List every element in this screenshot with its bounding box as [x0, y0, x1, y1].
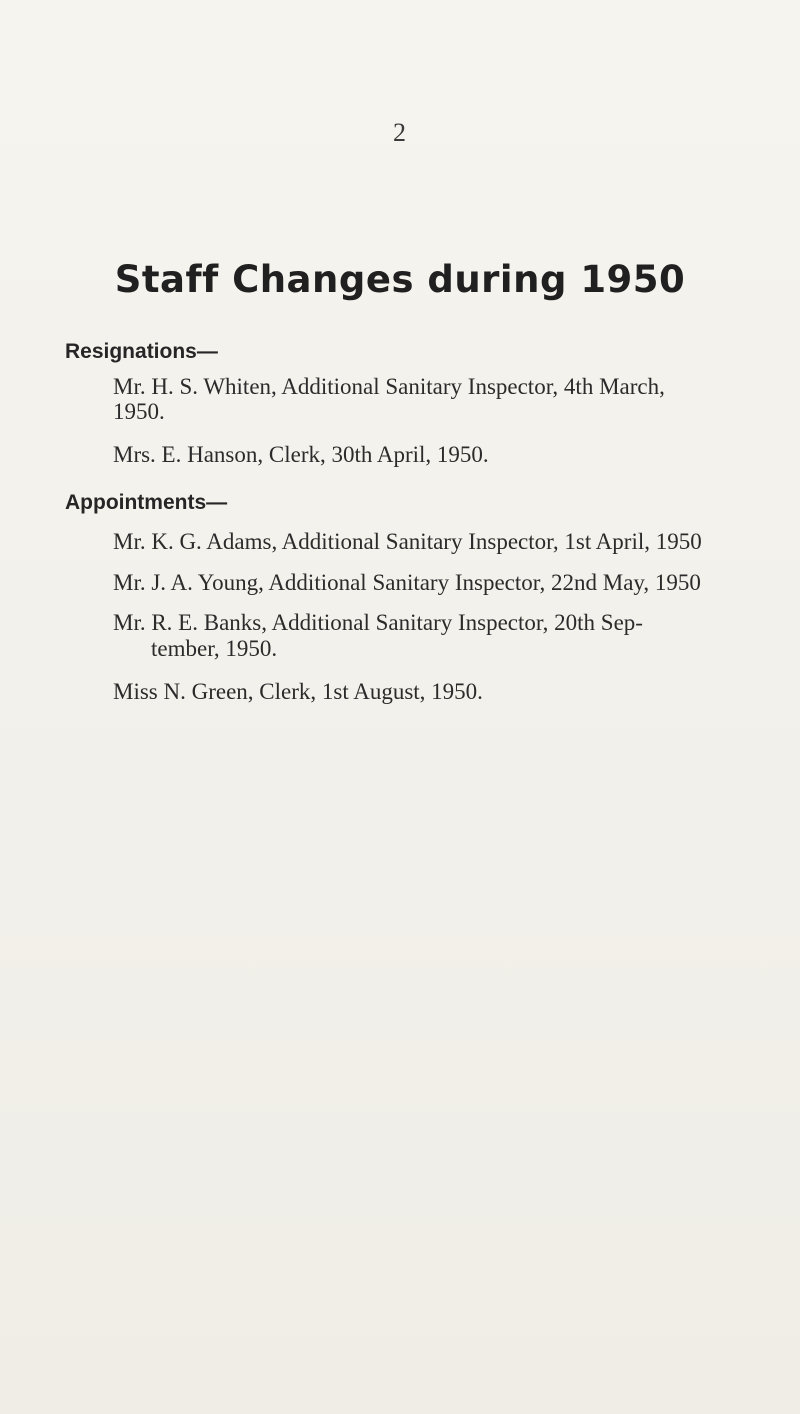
appointments-heading: Appointments—	[65, 491, 228, 514]
resignation-entry-2: Mrs. E. Hanson, Clerk, 30th April, 1950.	[113, 442, 489, 467]
resignation-entry-1-line-2: 1950.	[113, 399, 165, 424]
page-title: Staff Changes during 1950	[114, 258, 686, 301]
appointment-entry-1: Mr. K. G. Adams, Additional Sanitary Inspector, 1st April, 1950	[113, 529, 702, 554]
appointment-entry-3-line-1: Mr. R. E. Banks, Additional Sanitary Inspector, 20th Sep-	[113, 610, 643, 635]
appointment-entry-4: Miss N. Green, Clerk, 1st August, 1950.	[113, 679, 483, 704]
appointment-entry-2: Mr. J. A. Young, Additional Sanitary Inspector, 22nd May, 1950	[113, 570, 701, 595]
page-number: 2	[393, 118, 407, 147]
resignation-entry-1-line-1: Mr. H. S. Whiten, Additional Sanitary Inspector, 4th March,	[113, 374, 665, 399]
resignations-heading: Resignations—	[65, 340, 218, 363]
appointment-entry-3-line-2: tember, 1950.	[151, 636, 278, 661]
